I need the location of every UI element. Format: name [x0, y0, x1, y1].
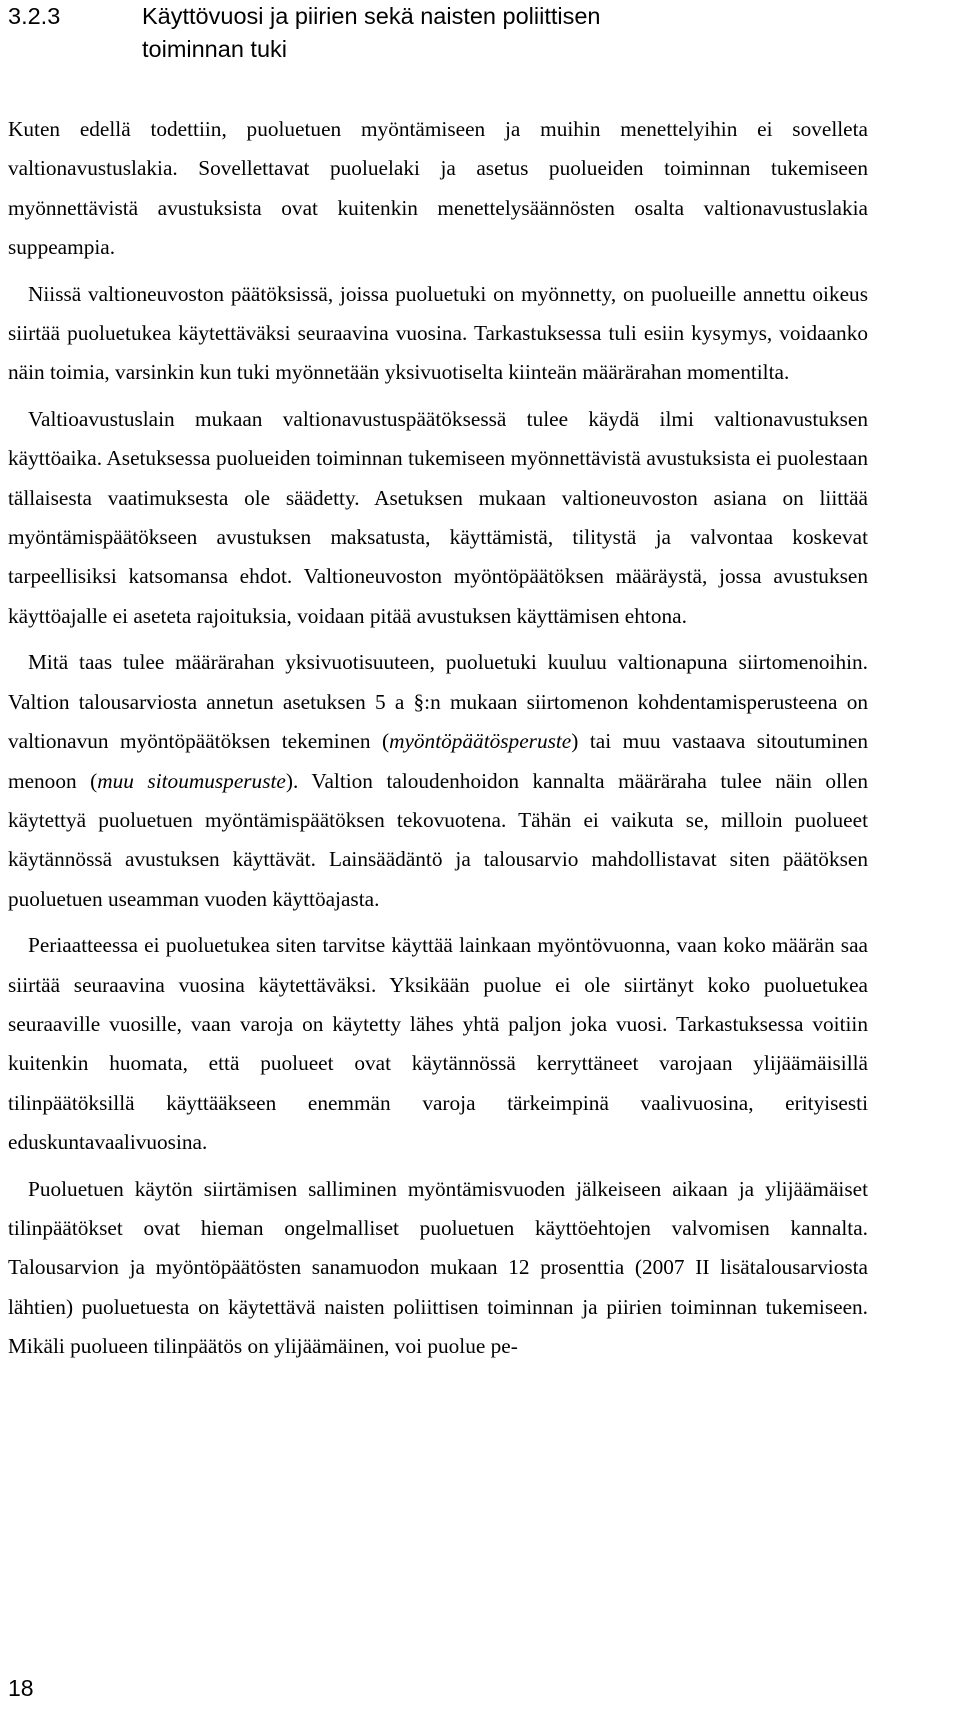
paragraph-5: Puoluetuen käytön siirtämisen salliminen myöntämisvuoden jälkeiseen aikaan ja ylijäämäiset tilinpäätökset ovat hieman ongelmalliset puoluetuen käyttöehtojen valvomisen kannalta. Talousarvion ja myöntöpäätösten sanamuodon mukaan 12 prosenttia (2007 II lisätalousarviosta lähtien) puoluetuesta on käytettävä naisten poliittisen toiminnan ja piirien toiminnan tukemiseen. Mikäli puolueen tilinpäätös on ylijäämäinen, voi puolue pe-	[8, 1176, 868, 1359]
section-title-line-1: Käyttövuosi ja piirien sekä naisten poliittisen	[142, 3, 601, 29]
section-heading	[8, 0, 908, 66]
paragraph-3-part-3: ). Valtion taloudenhoidon kannalta määräraha tulee näin ollen käytettyä puoluetuen myöntämispäätöksen tekovuotena. Tähän ei vaikuta se, milloin puolueet käytännössä avustuksen käyttävät. Lainsäädäntö ja talousarvio mahdollistavat siten päätöksen puoluetuen useamman vuoden käyttöajasta.	[8, 768, 869, 911]
paragraph-3-emphasis-1: myöntöpäätösperuste	[389, 729, 572, 754]
paragraph-3-part-2: ) tai muu vastaava sitoutuminen menoon (	[8, 729, 869, 793]
paragraph-3	[8, 643, 868, 919]
paragraph-1a: Kuten edellä todettiin, puoluetuen myöntämiseen ja muihin menettelyihin ei sovelleta valtionavustuslakia. Sovellettavat puoluelaki ja asetus puolueiden toiminnan tukemiseen myönnettävistä avustuksista ovat kuitenkin menettelysäännösten osalta valtionavustuslakia suppeampia.	[8, 117, 868, 260]
paragraph-2: Valtioavustuslain mukaan valtionavustuspäätöksessä tulee käydä ilmi valtionavustuksen käyttöaika. Asetuksessa puolueiden toiminnan tukemiseen myönnettävistä avustuksista ei puolestaan tällaisesta vaatimuksesta ole säädetty. Asetuksen mukaan valtioneuvoston asiana on liittää myöntämispäätökseen avustuksen maksatusta, käyttämistä, tilitystä ja valvontaa koskevat tarpeellisiksi katsomansa ehdot. Valtioneuvoston myöntöpäätöksen määräystä, jossa avustuksen käyttöajalle ei aseteta rajoituksia, voidaan pitää avustuksen käyttämisen ehtona.	[8, 406, 868, 628]
paragraph-3-part-1: Mitä taas tulee määrärahan yksivuotisuuteen, puoluetuki kuuluu valtionapuna siirtomenoihin. Valtion talousarviosta annetun asetuksen 5 a §:n mukaan siirtomenon kohdentamisperusteena on valtionavun myöntöpäätöksen tekeminen (	[8, 650, 868, 754]
paragraph-4: Periaatteessa ei puoluetukea siten tarvitse käyttää lainkaan myöntövuonna, vaan koko määrän saa siirtää seuraavina vuosina käytettäväksi. Yksikään puolue ei ole siirtänyt koko puoluetukea seuraaville vuosille, vaan varoja on käytetty lähes yhtä paljon joka vuosi. Tarkastuksessa voitiin kuitenkin huomata, että puolueet ovat käytännössä kerryttäneet varojaan ylijäämäisillä tilinpäätöksillä käyttääkseen enemmän varoja tärkeimpinä vaalivuosina, erityisesti eduskuntavaalivuosina.	[8, 933, 868, 1155]
paragraph-1b: Niissä valtioneuvoston päätöksissä, joissa puoluetuki on myönnetty, on puolueille annettu oikeus siirtää puoluetukea käytettäväksi seuraavina vuosina. Tarkastuksessa tuli esiin kysymys, voidaanko näin toimia, varsinkin kun tuki myönnetään yksivuotiselta kiinteän määrärahan momentilta.	[8, 281, 868, 385]
paragraph-3-emphasis-2: muu sitoumusperuste	[97, 768, 286, 793]
section-number: 3.2.3	[8, 3, 61, 29]
page-number: 18	[8, 1675, 34, 1701]
body-text	[8, 110, 868, 1374]
section-title-line-2: toiminnan tuki	[142, 36, 287, 62]
